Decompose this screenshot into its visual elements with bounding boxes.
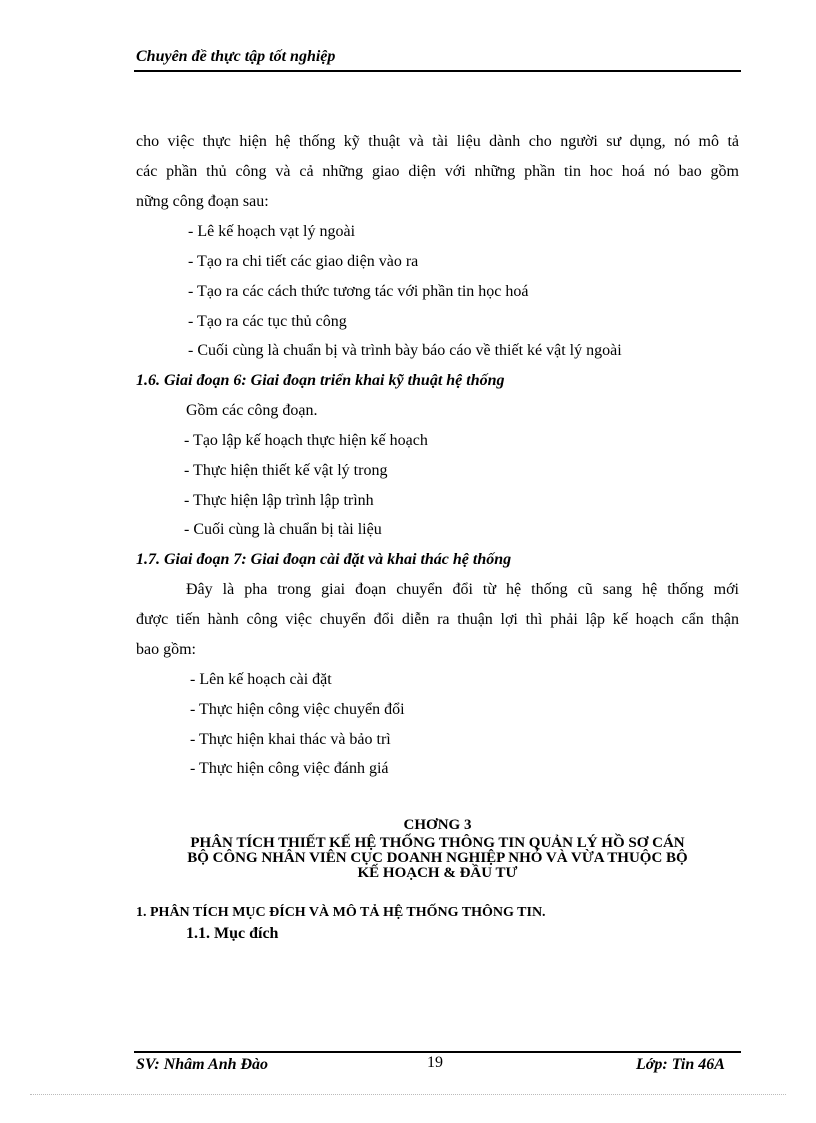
list-item: - Thực hiện thiết kế vật lý trong <box>184 462 388 479</box>
paragraph-line: được tiến hành công việc chuyển đổi diễn ra thuận lợi thì phải lập kế hoạch cẩn thận <box>136 611 739 628</box>
chapter-number: CHƠNG 3 <box>403 817 472 833</box>
page-number: 19 <box>427 1054 443 1071</box>
header-rule <box>134 70 741 72</box>
chapter-title-line: KẾ HOẠCH & ĐẦU TƯ <box>357 865 518 881</box>
list-item: - Lên kế hoạch cài đặt <box>190 671 332 688</box>
list-item: - Tạo lập kế hoạch thực hiện kế hoạch <box>184 432 428 449</box>
header-title: Chuyên đề thực tập tốt nghiệp <box>136 48 336 65</box>
list-item: - Thực hiện khai thác và bảo trì <box>190 731 391 748</box>
list-intro: Gồm các công đoạn. <box>186 402 318 419</box>
list-item: - Thực hiện lập trình lập trình <box>184 492 374 509</box>
paragraph-line: nững công đoạn sau: <box>136 193 269 210</box>
list-item: - Thực hiện công việc chuyển đổi <box>190 701 405 718</box>
paragraph-line: các phần thủ công và cả những giao diện với những phần tin hoc hoá nó bao gồm <box>136 163 739 180</box>
paragraph-line: Đây là pha trong giai đoạn chuyển đổi từ hệ thống cũ sang hệ thống mới <box>186 581 739 598</box>
list-item: - Tạo ra chi tiết các giao diện vào ra <box>188 253 419 270</box>
list-item: - Cuối cùng là chuẩn bị và trình bày báo cáo về thiết ké vật lý ngoài <box>188 342 622 359</box>
list-item: - Lê kế hoạch vạt lý ngoài <box>188 223 356 240</box>
page-edge-divider <box>30 1094 786 1095</box>
heading-1: 1. PHÂN TÍCH MỤC ĐÍCH VÀ MÔ TẢ HỆ THỐNG THÔNG TIN. <box>136 905 546 920</box>
chapter-title-line: BỘ CÔNG NHÂN VIÊN CỤC DOANH NGHIỆP NHỎ VÀ VỪA THUỘC BỘ <box>187 850 688 866</box>
footer-rule <box>134 1051 741 1053</box>
section-heading-1-6: 1.6. Giai đoạn 6: Giai đoạn triển khai kỹ thuật hệ thống <box>136 372 505 389</box>
footer-student: SV: Nhâm Anh Đào <box>136 1056 269 1073</box>
list-item: - Tạo ra các cách thức tương tác với phần tin học hoá <box>188 283 529 300</box>
chapter-title-line: PHÂN TÍCH THIẾT KẾ HỆ THỐNG THÔNG TIN QUẢN LÝ HỒ SƠ CÁN <box>190 835 685 851</box>
heading-1-1: 1.1. Mục đích <box>186 925 279 942</box>
footer-class: Lớp: Tin 46A <box>636 1056 725 1073</box>
list-item: - Thực hiện công việc đánh giá <box>190 760 389 777</box>
list-item: - Cuối cùng là chuẩn bị tài liệu <box>184 521 382 538</box>
paragraph-line: cho việc thực hiện hệ thống kỹ thuật và tài liệu dành cho người sư dụng, nó mô tả <box>136 133 739 150</box>
paragraph-line: bao gồm: <box>136 641 196 658</box>
section-heading-1-7: 1.7. Giai đoạn 7: Giai đoạn cài đặt và khai thác hệ thống <box>136 551 512 568</box>
list-item: - Tạo ra các tục thủ công <box>188 313 347 330</box>
